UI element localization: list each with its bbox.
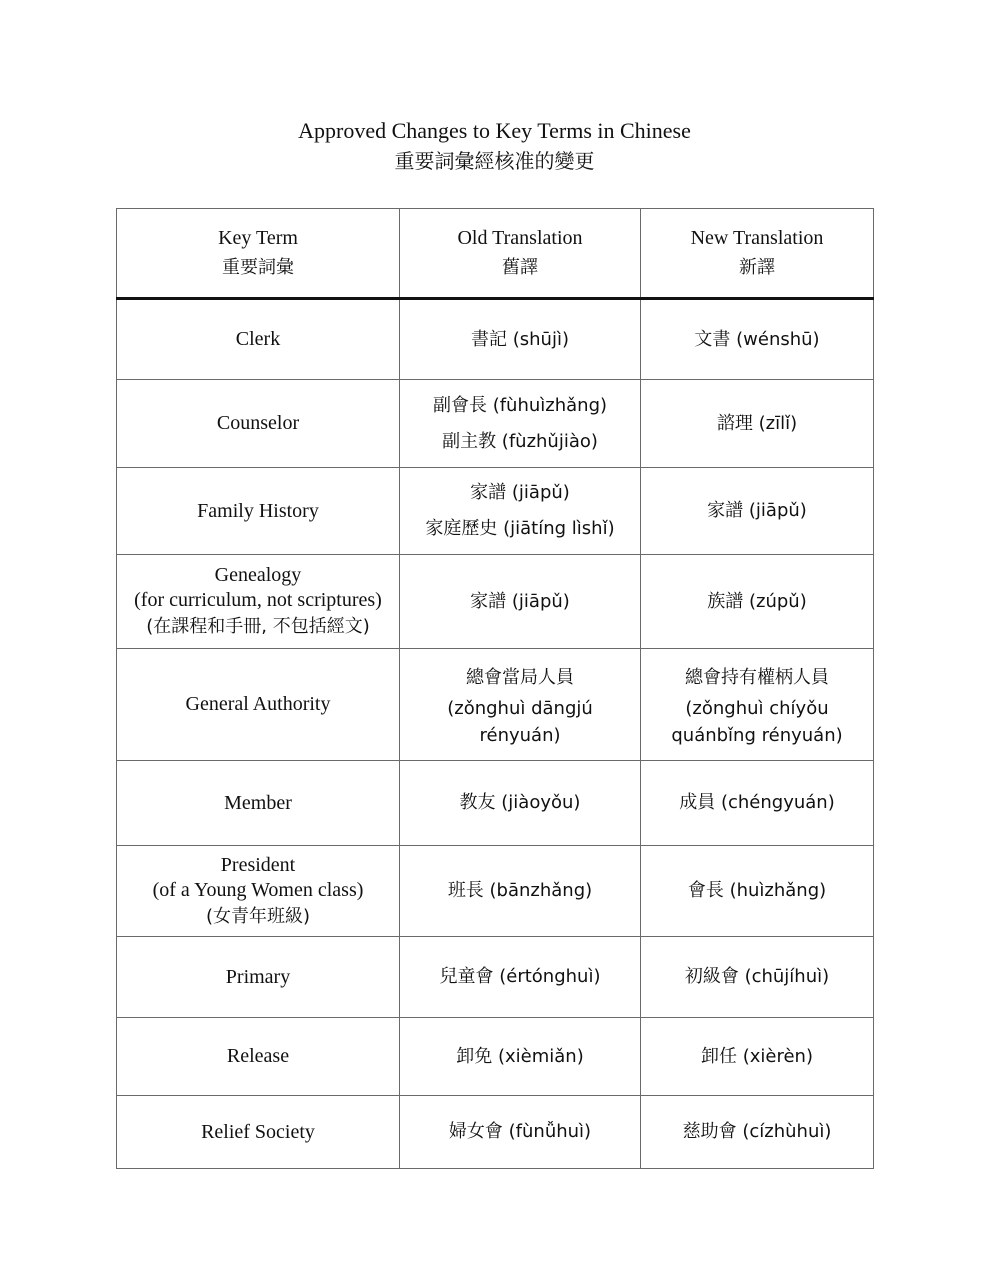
new-translation-text: 會長 (huìzhǎng) bbox=[687, 880, 827, 901]
old-translation-text: 書記 (shūjì) bbox=[471, 328, 569, 350]
key-term-text: Family History bbox=[197, 499, 319, 522]
key-term-text: President bbox=[220, 853, 296, 876]
table-row bbox=[117, 1096, 874, 1169]
old-translation-text: 家譜 (jiāpǔ) bbox=[470, 482, 570, 503]
new-translation-cell bbox=[641, 846, 874, 937]
old-translation-text: 副主教 (fùzhǔjiào) bbox=[442, 430, 598, 452]
new-translation-cell bbox=[641, 1096, 874, 1169]
page-title-chinese: 重要詞彙經核准的變更 bbox=[394, 149, 595, 173]
title-block bbox=[0, 116, 989, 176]
header-key-term-zh: 重要詞彙 bbox=[222, 257, 294, 278]
header-new-translation-en: New Translation bbox=[690, 227, 824, 249]
old-translation-cell bbox=[400, 937, 641, 1018]
old-translation-text: (zǒnghuì dāngjú bbox=[447, 697, 593, 719]
old-translation-text: rényuán) bbox=[479, 724, 561, 746]
key-term-cell bbox=[117, 649, 400, 761]
header-new-translation-zh: 新譯 bbox=[739, 257, 775, 278]
key-term-cell bbox=[117, 1018, 400, 1096]
header-old-translation-en: Old Translation bbox=[457, 227, 583, 249]
header-old-translation-zh: 舊譯 bbox=[502, 257, 538, 278]
old-translation-cell bbox=[400, 1018, 641, 1096]
key-term-note-chinese: (在課程和手冊, 不包括經文) bbox=[146, 616, 370, 637]
key-term-text: Clerk bbox=[235, 328, 281, 350]
header-key-term-en: Key Term bbox=[218, 227, 298, 249]
key-term-text: Relief Society bbox=[201, 1120, 315, 1143]
new-translation-cell bbox=[641, 1018, 874, 1096]
key-terms-table bbox=[116, 208, 874, 1169]
old-translation-text: 總會當局人員 bbox=[466, 666, 574, 688]
old-translation-cell bbox=[400, 380, 641, 468]
header-new-translation bbox=[641, 209, 874, 299]
table-header-row bbox=[117, 209, 874, 299]
key-term-cell bbox=[117, 299, 400, 380]
key-term-cell bbox=[117, 380, 400, 468]
key-term-cell bbox=[117, 761, 400, 846]
key-term-text: Genealogy bbox=[214, 564, 302, 586]
old-translation-cell bbox=[400, 468, 641, 555]
new-translation-text: 卸任 (xièrèn) bbox=[701, 1045, 813, 1067]
old-translation-cell bbox=[400, 649, 641, 761]
new-translation-cell bbox=[641, 937, 874, 1018]
key-term-cell bbox=[117, 846, 400, 937]
header-key-term bbox=[117, 209, 400, 299]
old-translation-text: 家譜 (jiāpǔ) bbox=[470, 590, 570, 612]
key-term-cell bbox=[117, 937, 400, 1018]
new-translation-cell bbox=[641, 299, 874, 380]
table-row bbox=[117, 380, 874, 468]
new-translation-cell bbox=[641, 761, 874, 846]
table-row bbox=[117, 468, 874, 555]
old-translation-text: 家庭歷史 (jiātíng lìshǐ) bbox=[425, 518, 615, 539]
table-row bbox=[117, 555, 874, 649]
table-row bbox=[117, 937, 874, 1018]
new-translation-text: 總會持有權柄人員 bbox=[685, 666, 829, 688]
old-translation-text: 卸免 (xièmiǎn) bbox=[456, 1045, 584, 1067]
old-translation-text: 教友 (jiàoyǒu) bbox=[459, 792, 581, 813]
new-translation-text: quánbǐng rényuán) bbox=[671, 724, 843, 746]
table-row bbox=[117, 846, 874, 937]
new-translation-text: 家譜 (jiāpǔ) bbox=[707, 500, 807, 521]
new-translation-text: 諮理 (zīlǐ) bbox=[716, 412, 798, 434]
key-term-cell bbox=[117, 1096, 400, 1169]
new-translation-text: (zǒnghuì chíyǒu bbox=[685, 697, 829, 719]
key-term-note: (of a Young Women class) bbox=[152, 878, 364, 901]
old-translation-cell bbox=[400, 761, 641, 846]
new-translation-text: 初級會 (chūjíhuì) bbox=[684, 966, 830, 987]
old-translation-text: 兒童會 (értónghuì) bbox=[439, 966, 601, 987]
old-translation-cell bbox=[400, 299, 641, 380]
table-row bbox=[117, 1018, 874, 1096]
old-translation-cell bbox=[400, 1096, 641, 1169]
key-term-note-chinese: (女青年班級) bbox=[205, 905, 311, 927]
new-translation-cell bbox=[641, 380, 874, 468]
key-term-text: Primary bbox=[225, 965, 291, 988]
old-translation-text: 婦女會 (fùnǚhuì) bbox=[448, 1121, 592, 1142]
old-translation-cell bbox=[400, 846, 641, 937]
new-translation-text: 慈助會 (cízhùhuì) bbox=[682, 1121, 832, 1142]
key-term-text: Member bbox=[224, 791, 292, 814]
table-row bbox=[117, 649, 874, 761]
old-translation-cell bbox=[400, 555, 641, 649]
key-term-text: Counselor bbox=[216, 412, 300, 434]
table-row bbox=[117, 761, 874, 846]
table-row bbox=[117, 299, 874, 380]
key-term-cell bbox=[117, 468, 400, 555]
new-translation-text: 成員 (chéngyuán) bbox=[679, 792, 835, 813]
new-translation-text: 文書 (wénshū) bbox=[694, 328, 820, 350]
new-translation-cell bbox=[641, 649, 874, 761]
header-old-translation bbox=[400, 209, 641, 299]
key-term-note: (for curriculum, not scriptures) bbox=[134, 589, 382, 611]
key-term-cell bbox=[117, 555, 400, 649]
page-title: Approved Changes to Key Terms in Chinese bbox=[298, 118, 691, 143]
old-translation-text: 副會長 (fùhuìzhǎng) bbox=[432, 394, 608, 416]
new-translation-cell bbox=[641, 555, 874, 649]
old-translation-text: 班長 (bānzhǎng) bbox=[447, 880, 593, 901]
key-term-text: General Authority bbox=[185, 693, 331, 715]
key-term-text: Release bbox=[226, 1045, 290, 1067]
new-translation-cell bbox=[641, 468, 874, 555]
new-translation-text: 族譜 (zúpǔ) bbox=[707, 590, 807, 612]
